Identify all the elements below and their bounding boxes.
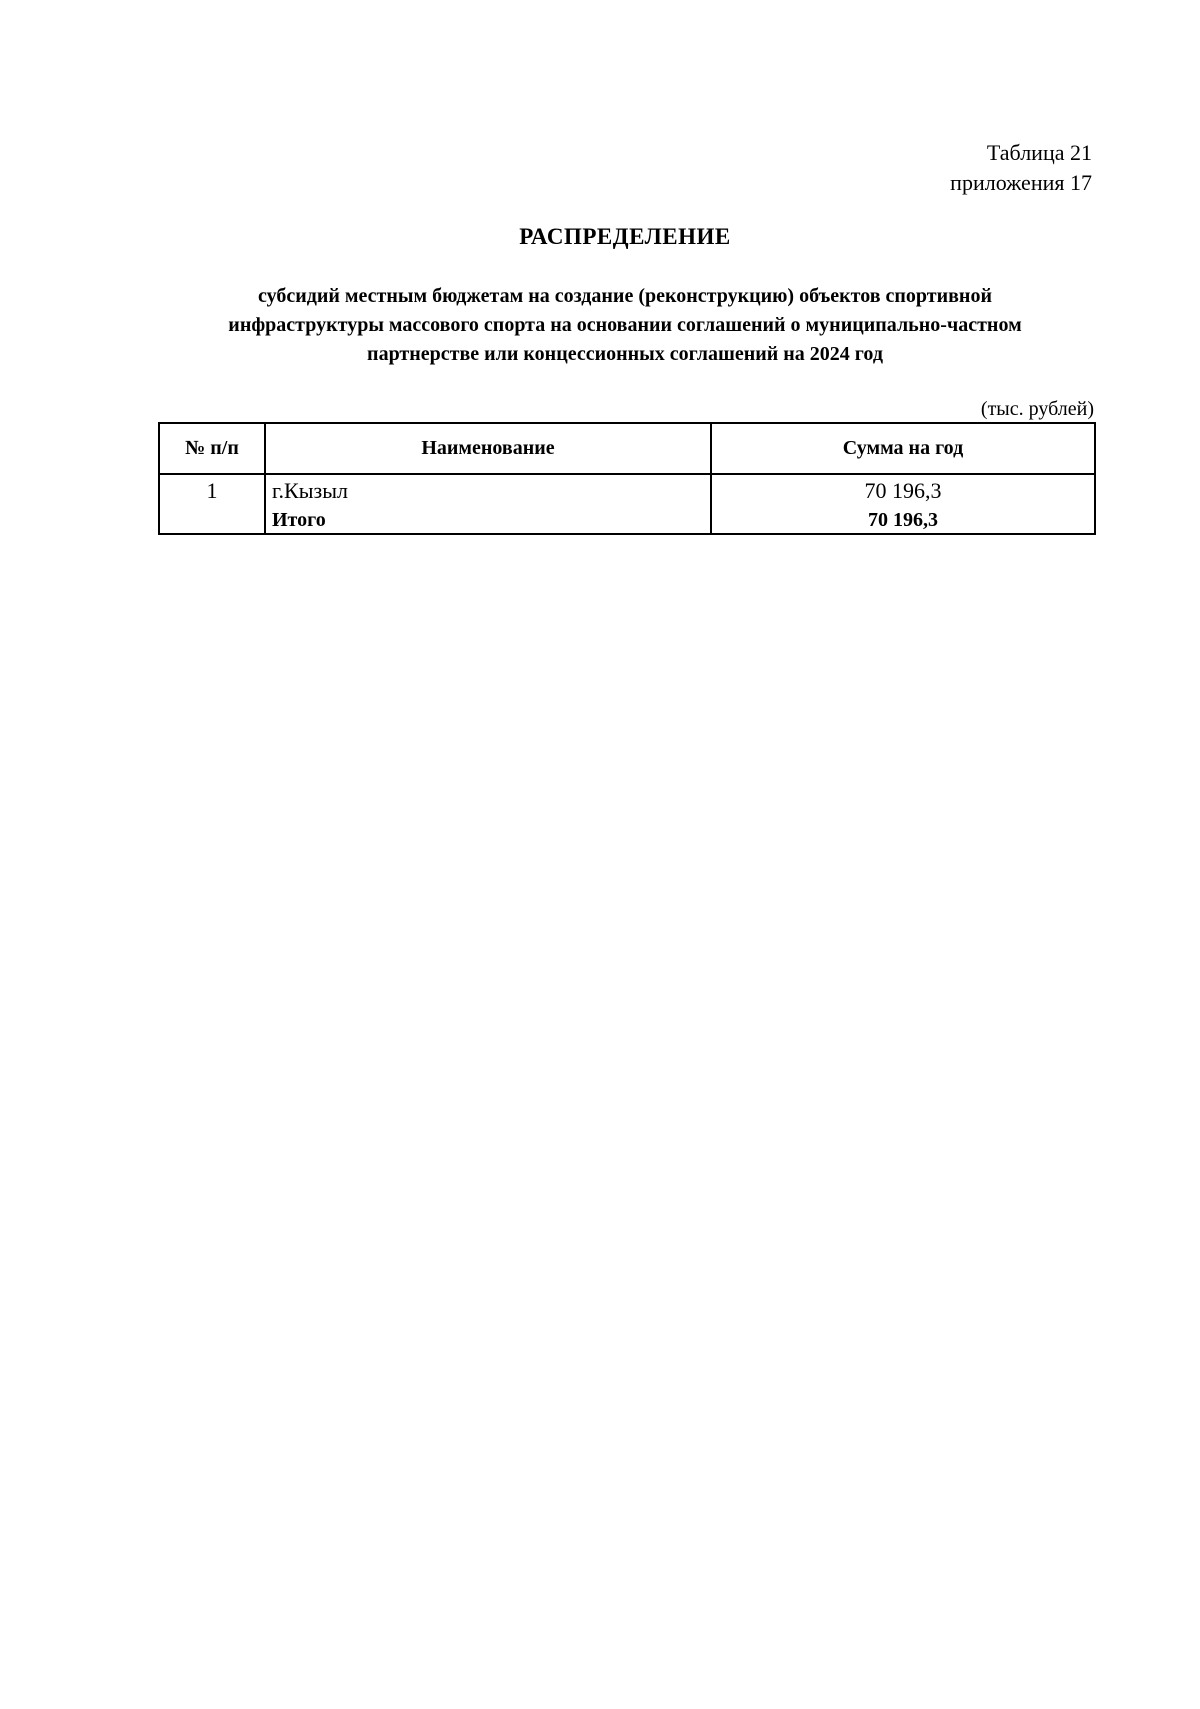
total-empty-cell bbox=[159, 504, 265, 534]
document-title: РАСПРЕДЕЛЕНИЕ bbox=[519, 224, 731, 249]
total-sum: 70 196,3 bbox=[711, 504, 1095, 534]
total-label: Итого bbox=[265, 504, 711, 534]
table-reference bbox=[950, 138, 1092, 198]
total-row bbox=[159, 504, 1095, 534]
column-header-sum: Сумма на год bbox=[711, 423, 1095, 474]
table-row bbox=[159, 474, 1095, 504]
subtitle-line: инфраструктуры массового спорта на основании соглашений о муниципально-частном bbox=[228, 314, 1022, 336]
subtitle-line: партнерстве или концессионных соглашений на 2024 год bbox=[367, 343, 883, 365]
document-subtitle bbox=[160, 282, 1090, 369]
table-header-row bbox=[159, 423, 1095, 474]
column-header-number: № п/п bbox=[159, 423, 265, 474]
row-name: г.Кызыл bbox=[265, 474, 711, 504]
subtitle-line: субсидий местным бюджетам на создание (реконструкцию) объектов спортивной bbox=[258, 285, 992, 307]
subsidy-table bbox=[158, 422, 1096, 535]
column-header-name: Наименование bbox=[265, 423, 711, 474]
table-number: Таблица 21 bbox=[986, 140, 1092, 165]
units-label: (тыс. рублей) bbox=[980, 398, 1094, 420]
row-number: 1 bbox=[159, 474, 265, 504]
appendix-number: приложения 17 bbox=[950, 170, 1092, 195]
row-sum: 70 196,3 bbox=[711, 474, 1095, 504]
